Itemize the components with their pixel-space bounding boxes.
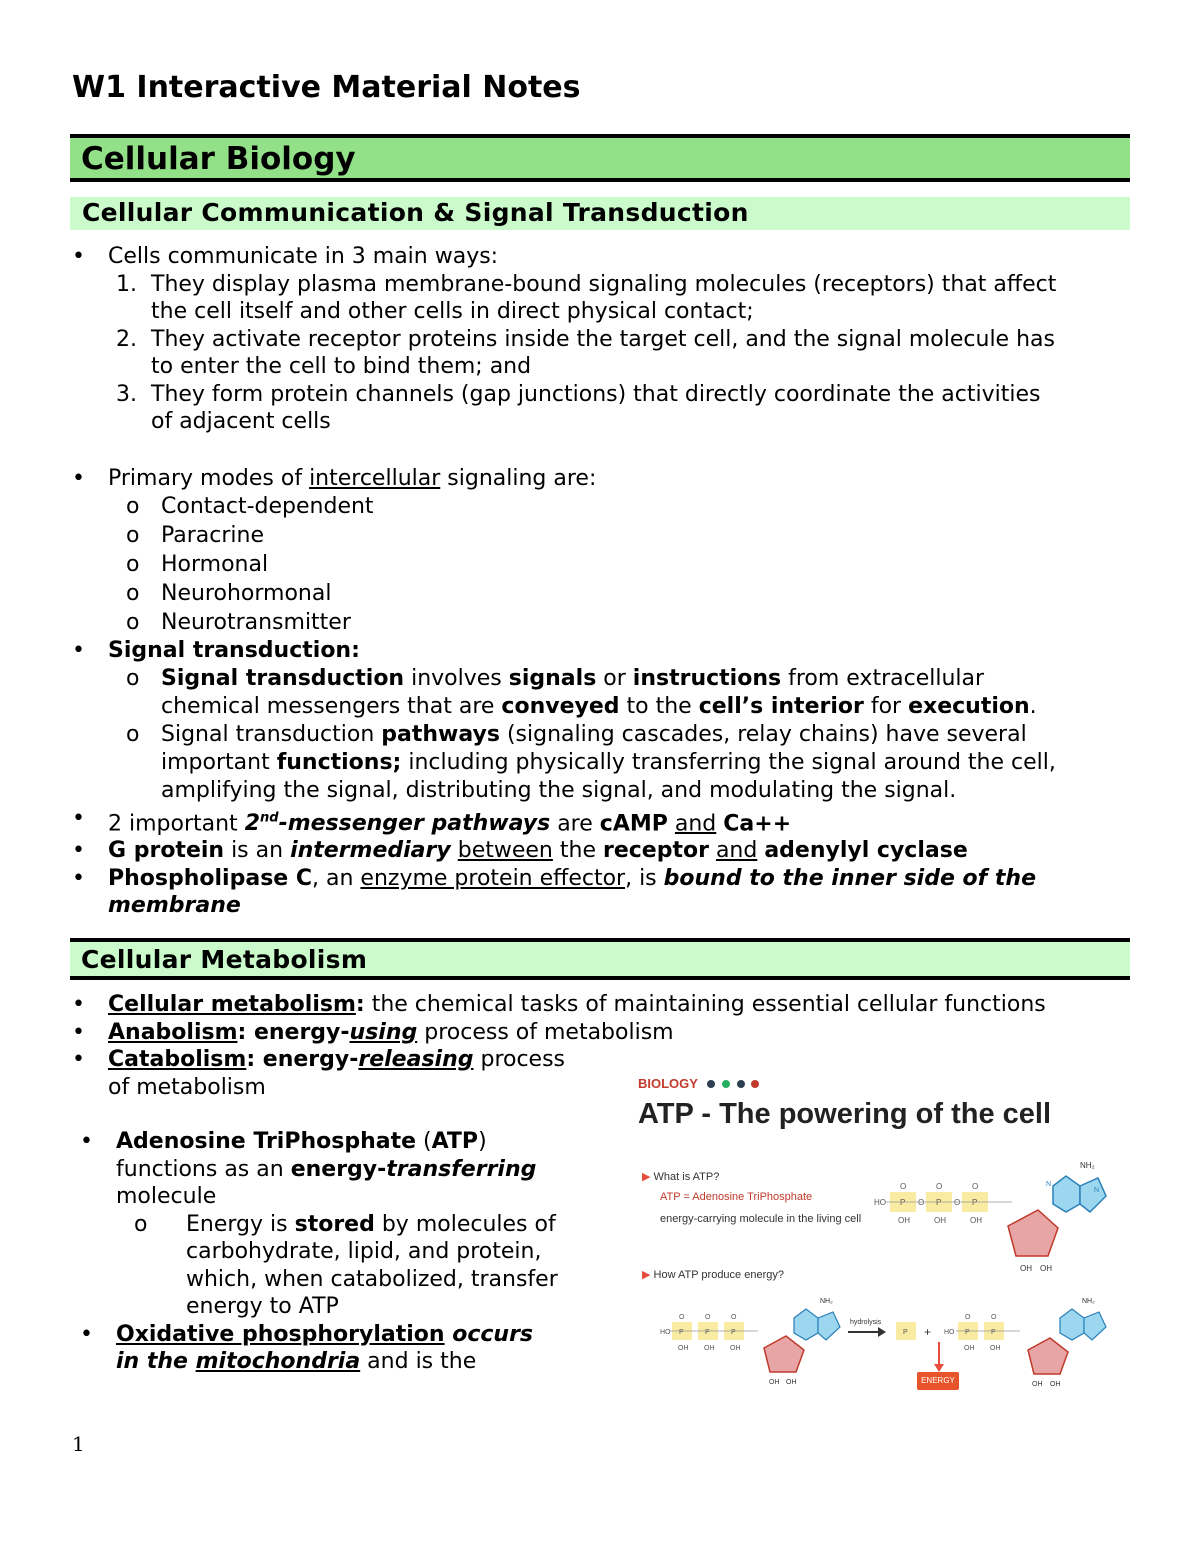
- list-item: • 2 important 2nd-messenger pathways are cAMP and Ca++: [72, 805, 1132, 838]
- subsection-heading-communication: Cellular Communication & Signal Transduction: [70, 197, 1130, 230]
- svg-text:OH: OH: [934, 1216, 946, 1225]
- list-item: • Signal transduction:: [72, 637, 1132, 665]
- svg-text:OH: OH: [786, 1379, 797, 1386]
- svg-text:OH: OH: [964, 1345, 975, 1352]
- figure-question-2: ▶ How ATP produce energy?: [642, 1269, 784, 1281]
- svg-text:NH₂: NH₂: [1082, 1298, 1095, 1305]
- svg-text:OH: OH: [1020, 1264, 1032, 1273]
- list-item: • Cellular metabolism: the chemical tasks of maintaining essential cellular functions: [72, 991, 1132, 1019]
- list-item: o Hormonal: [72, 550, 1132, 579]
- svg-text:O: O: [900, 1182, 907, 1191]
- svg-text:O: O: [972, 1182, 979, 1191]
- svg-text:OH: OH: [730, 1345, 741, 1352]
- svg-text:P: P: [731, 1329, 736, 1336]
- list-item: o Contact-dependent: [72, 492, 1132, 521]
- section-heading-cellular-biology: Cellular Biology: [70, 134, 1130, 182]
- svg-text:hydrolysis: hydrolysis: [850, 1319, 882, 1326]
- list-item: • Oxidative phosphorylation occurs in the mitochondria and is the: [80, 1321, 610, 1376]
- svg-text:HO: HO: [944, 1329, 955, 1336]
- energy-label: ENERGY: [917, 1372, 959, 1390]
- list-item: 1. They display plasma membrane-bound signaling molecules (receptors) that affect the cell itself and other cells in direct physical contact;: [116, 271, 1057, 324]
- list-item: o Signal transduction involves signals or instructions from extracellular chemical messengers that are conveyed to the cell’s interior for execution.: [72, 665, 1132, 721]
- svg-text:+: +: [924, 1325, 932, 1339]
- list-item: • Anabolism: energy-using process of metabolism: [72, 1019, 1132, 1047]
- svg-text:O: O: [705, 1314, 711, 1321]
- svg-text:P: P: [991, 1329, 996, 1336]
- svg-text:OH: OH: [678, 1345, 689, 1352]
- list-item: o Signal transduction pathways (signaling cascades, relay chains) have several important functions; including physically transferring the signal around the cell, amplifying the signal, distributing the signal, and modulating the signal.: [72, 721, 1132, 805]
- svg-text:P: P: [679, 1329, 684, 1336]
- list-item: • Catabolism: energy-releasing process of metabolism: [72, 1046, 1132, 1101]
- atp-notes: [80, 1128, 610, 1376]
- list-item: 3. They form protein channels (gap junctions) that directly coordinate the activities of adjacent cells: [116, 381, 1041, 434]
- list-item: • Cells communicate in 3 main ways:: [72, 243, 1132, 271]
- svg-text:OH: OH: [1040, 1264, 1052, 1273]
- figure-question-1: ▶ What is ATP?: [642, 1171, 720, 1183]
- figure-title: ATP - The powering of the cell: [638, 1098, 1052, 1130]
- atp-molecule-diagram: [628, 1068, 1128, 1398]
- svg-text:N: N: [1094, 1187, 1100, 1194]
- svg-text:O: O: [991, 1314, 997, 1321]
- list-item: o Paracrine: [72, 521, 1132, 550]
- list-item: • Phospholipase C, an enzyme protein effector, is bound to the inner side of the membrane: [72, 865, 1132, 920]
- page-number: 1: [72, 1432, 85, 1456]
- svg-text:NH₂: NH₂: [820, 1298, 833, 1305]
- svg-text:P: P: [936, 1198, 942, 1207]
- svg-text:O: O: [731, 1314, 737, 1321]
- figure-brand: BIOLOGY: [638, 1076, 759, 1091]
- svg-text:NH₂: NH₂: [1080, 1161, 1095, 1170]
- figure-definition: ATP = Adenosine TriPhosphate: [660, 1191, 813, 1203]
- svg-text:N: N: [1046, 1181, 1052, 1188]
- list-item: o Energy is stored by molecules of carbohydrate, lipid, and protein, which, when catabolized, transfer energy to ATP: [80, 1211, 610, 1321]
- svg-text:O: O: [918, 1198, 925, 1207]
- list-item: • Adenosine TriPhosphate (ATP) functions as an energy-transferring molecule: [80, 1128, 610, 1211]
- svg-text:O: O: [936, 1182, 943, 1191]
- svg-text:OH: OH: [1050, 1381, 1061, 1388]
- svg-text:P: P: [972, 1198, 978, 1207]
- svg-text:OH: OH: [769, 1379, 780, 1386]
- svg-text:O: O: [679, 1314, 685, 1321]
- svg-text:OH: OH: [898, 1216, 910, 1225]
- section-heading-cellular-metabolism: Cellular Metabolism: [70, 938, 1130, 980]
- svg-text:P: P: [965, 1329, 970, 1336]
- communication-notes: [72, 243, 1132, 920]
- svg-text:P: P: [903, 1329, 908, 1336]
- list-item: • G protein is an intermediary between the receptor and adenylyl cyclase: [72, 837, 1132, 865]
- figure-description: energy-carrying molecule in the living cell: [660, 1213, 862, 1225]
- list-item: • Primary modes of intercellular signaling are:: [72, 465, 1132, 493]
- svg-text:P: P: [900, 1198, 906, 1207]
- list-item: o Neurohormonal: [72, 579, 1132, 608]
- svg-text:P: P: [705, 1329, 710, 1336]
- page-title: W1 Interactive Material Notes: [72, 70, 581, 105]
- svg-text:OH: OH: [1032, 1381, 1043, 1388]
- list-item: 2. They activate receptor proteins inside the target cell, and the signal molecule has to enter the cell to bind them; and: [116, 326, 1055, 379]
- svg-text:HO: HO: [660, 1329, 671, 1336]
- atp-figure: [628, 1068, 1128, 1398]
- svg-text:OH: OH: [704, 1345, 715, 1352]
- list-item: o Neurotransmitter: [72, 608, 1132, 637]
- svg-text:HO: HO: [874, 1198, 886, 1207]
- svg-text:O: O: [954, 1198, 961, 1207]
- svg-text:OH: OH: [970, 1216, 982, 1225]
- svg-text:OH: OH: [990, 1345, 1001, 1352]
- svg-text:O: O: [965, 1314, 971, 1321]
